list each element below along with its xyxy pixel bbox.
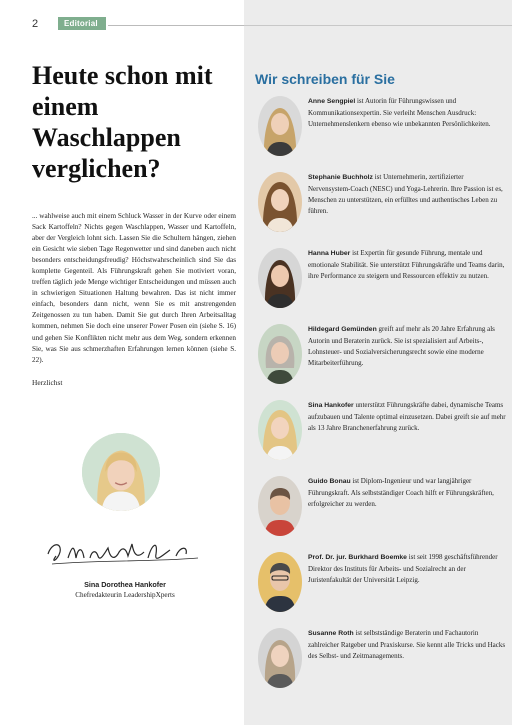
woman-portrait-icon xyxy=(258,172,302,232)
author-bio-text: ist Unternehmerin, zertifizierter Nervensystem-Coach (NESC) und Yoga-Lehrerin. Ihre Passion ist es, Menschen zu unterstützen, ein erfülltes und authentisches Leben zu führen. xyxy=(308,173,503,215)
author-bio-text: ist Expertin für gesunde Führung, mentale und emotionale Stabilität. Sie unterstützt Führungskräfte und Teams darin, ihre Performance zu steigern und Ressourcen effektiv zu nutzen. xyxy=(308,249,505,280)
author-photo xyxy=(258,552,302,612)
woman-portrait-icon xyxy=(82,433,160,511)
author-entry xyxy=(258,400,508,466)
author-name: Susanne Roth xyxy=(308,630,354,637)
headline: Heute schon mit einem Waschlappen verglichen? xyxy=(32,61,213,183)
author-bio-text: ist seit 1998 geschäftsführender Direktor des Instituts für Arbeits- und Sozialrecht an der Juristenfakultät der Universität Leipzig. xyxy=(308,553,498,584)
author-entry xyxy=(258,96,508,162)
closing-greeting: Herzlichst xyxy=(32,378,63,387)
lead-text: ... wahlweise auch mit einem Schluck Wasser in der Kurve oder einem Sack Kartoffeln? Nichts gegen Waschlappen, Wasser und Kartoffeln, aber der Vergleich lohnt sich. Lassen Sie die Schultern hängen, ziehen ein Gesicht wie sieben Tage Regenwetter und sind daneben auch nicht besonders entscheidungsfreudig? Höchstwahrscheinlich sind Sie das komplette Gegenteil. Als Führungskraft gehen Sie motiviert voran, treffen täglich jede Menge wichtiger Entscheidungen und müssen auch in schwierigen Situationen Haltung bewahren. Das ist nicht immer einfach, besonders dann nicht, wenn Sie es mit anstrengenden Zeitgenossen zu tun haben. Damit Sie gut durch Ihren Arbeitsalltag kommen, nehmen Sie doch eine unserer Power Posen ein (siehe S. 16) und gehen Sie Konflikten nicht mehr aus dem Weg, sondern erkennen Sie, was Sie aus schmerzhaften Erfahrungen lernen können (siehe S. 22). xyxy=(32,212,236,364)
author-name: Hildegard Gemünden xyxy=(308,326,377,333)
editor-photo xyxy=(82,433,160,511)
author-bio xyxy=(308,172,506,217)
author-bio-text: ist selbstständige Beraterin und Fachautorin zahlreicher Ratgeber und Praxiskurse. Sie kennt alle Tricks und Hacks des Selbst- und Zeitmanagements. xyxy=(308,629,506,660)
header-rule xyxy=(108,25,244,26)
author-photo xyxy=(258,172,302,232)
author-bio xyxy=(308,552,506,586)
woman-portrait-icon xyxy=(258,324,302,384)
woman-portrait-icon xyxy=(258,628,302,688)
man-portrait-icon xyxy=(258,476,302,536)
sidebar-header-rule xyxy=(244,25,512,26)
author-bio xyxy=(308,324,506,369)
author-entry xyxy=(258,476,508,542)
author-bio-text: unterstützt Führungskräfte dabei, dynamische Teams aufzubauen und Talente optimal einzusetzen. Dabei greift sie auf mehr als 13 Jahre Branchenerfahrung zurück. xyxy=(308,401,506,432)
author-bio-text: ist Diplom-Ingenieur und war langjähriger Führungskraft. Als selbstständiger Coach hilft er Führungskräften, erfolgreicher zu werden. xyxy=(308,477,494,508)
author-entry xyxy=(258,324,508,390)
author-photo xyxy=(258,400,302,460)
author-name: Anne Sengpiel xyxy=(308,98,356,105)
editor-name: Sina Dorothea Hankofer xyxy=(84,580,166,589)
author-entry xyxy=(258,552,508,618)
author-photo xyxy=(258,96,302,156)
woman-portrait-icon xyxy=(258,96,302,156)
author-bio-text: greift auf mehr als 20 Jahre Erfahrung als Autorin und Beraterin zurück. Sie ist spezialisiert auf Arbeits-, Lohnsteuer- und Sozialversicherungsrecht sowie eine moderne Mitarbeiterführung. xyxy=(308,325,495,367)
author-bio xyxy=(308,96,506,130)
author-bio xyxy=(308,628,506,662)
author-name: Prof. Dr. jur. Burkhard Boemke xyxy=(308,554,407,561)
editor-role: Chefredakteurin LeadershipXperts xyxy=(75,591,175,599)
author-photo xyxy=(258,476,302,536)
author-entry xyxy=(258,172,508,238)
author-entry xyxy=(258,628,508,694)
page-number: 2 xyxy=(32,18,39,30)
author-name: Stephanie Buchholz xyxy=(308,174,373,181)
section-tag: Editorial xyxy=(58,17,106,30)
author-bio xyxy=(308,248,506,282)
author-name: Sina Hankofer xyxy=(308,402,354,409)
editor-signature xyxy=(38,524,218,572)
author-bio xyxy=(308,400,506,434)
woman-portrait-icon xyxy=(258,248,302,308)
authors-title: Wir schreiben für Sie xyxy=(255,71,395,87)
man-portrait-icon xyxy=(258,552,302,612)
author-photo xyxy=(258,248,302,308)
woman-portrait-icon xyxy=(258,400,302,460)
author-name: Hanna Huber xyxy=(308,250,351,257)
author-entry xyxy=(258,248,508,314)
author-name: Guido Bonau xyxy=(308,478,351,485)
author-bio xyxy=(308,476,506,510)
author-photo xyxy=(258,628,302,688)
author-photo xyxy=(258,324,302,384)
author-bio-text: ist Autorin für Führungswissen und Kommunikationsexpertin. Sie verleiht Menschen Ausdruck: Unternehmenslenkern ebenso wie unbekannten Persönlichkeiten. xyxy=(308,97,491,128)
